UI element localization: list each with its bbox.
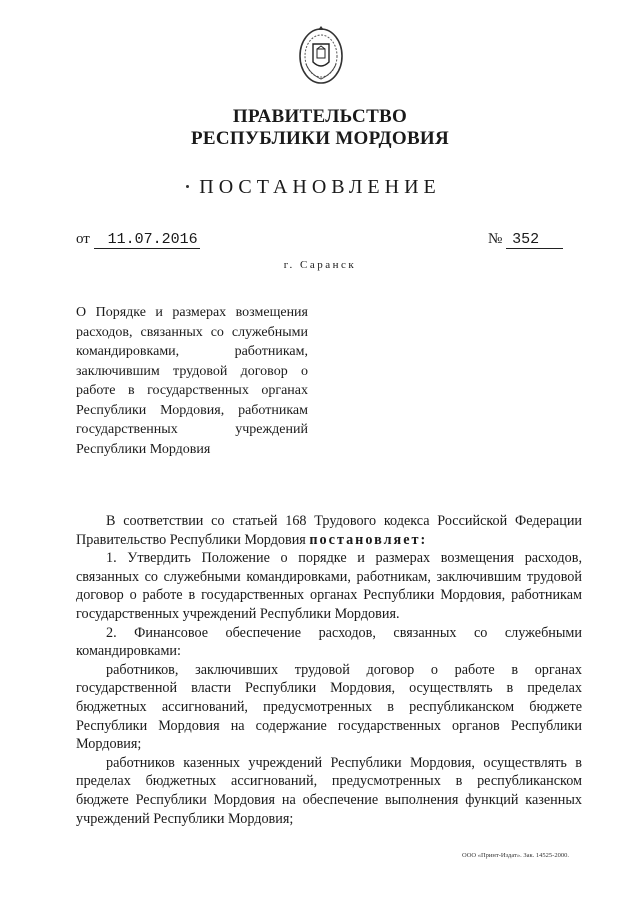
document-type-title: ПОСТАНОВЛЕНИЕ [199,176,441,198]
paragraph-2b: работников казенных учреждений Республики Мордовия, осуществлять в пределах бюджетных ассигнований, предусмотренных в республиканском бюджете Республики Мордовия на обеспечение выполнения функций казенных учреждений Республики Мордовия; [76,754,582,827]
org-name-line2: РЕСПУБЛИКИ МОРДОВИЯ [190,128,450,149]
document-body [76,512,582,828]
number-value: 352 [506,231,563,249]
paragraph-2: 2. Финансовое обеспечение расходов, связанных со служебными командировками: [76,624,582,660]
org-name-line1: ПРАВИТЕЛЬСТВО [232,106,408,127]
intro-text: В соответствии со статьей 168 Трудового кодекса Российской Федерации Правительство Республики Мордовия [76,513,582,548]
date-value: 11.07.2016 [94,231,200,249]
paragraph-2a: работников, заключивших трудовой договор о работе в органах государственной власти Республики Мордовия, осуществлять в пределах бюджетных ассигнований, предусмотренных в республиканском бюджете Республики Мордовия на содержание государственных органов Республики Мордовия; [76,661,582,753]
date-prefix: от [76,231,90,247]
subject-heading: О Порядке и размерах возмещения расходов, связанных со служебными командировками, работникам, заключившим трудовой договор о работе в государственных органах Республики Мордовия, работникам государственных учреждений Республики Мордовия [76,305,308,457]
number-row [488,231,563,248]
number-prefix: № [488,231,503,247]
coat-of-arms-icon [298,24,344,86]
paragraph-1: 1. Утвердить Положение о порядке и размерах возмещения расходов, связанных со служебными командировками, работникам, заключившим трудовой договор о работе в государственных органах Республики Мордовия, работникам государственных учреждений Республики Мордовия. [76,550,582,622]
intro-paragraph [76,512,582,549]
city-name: г. Саранск [283,259,357,271]
print-footer: ООО «Принт-Издат». Зак. 14525-2000. [462,852,569,859]
date-row [76,231,200,248]
decree-word: постановляет: [309,531,428,548]
